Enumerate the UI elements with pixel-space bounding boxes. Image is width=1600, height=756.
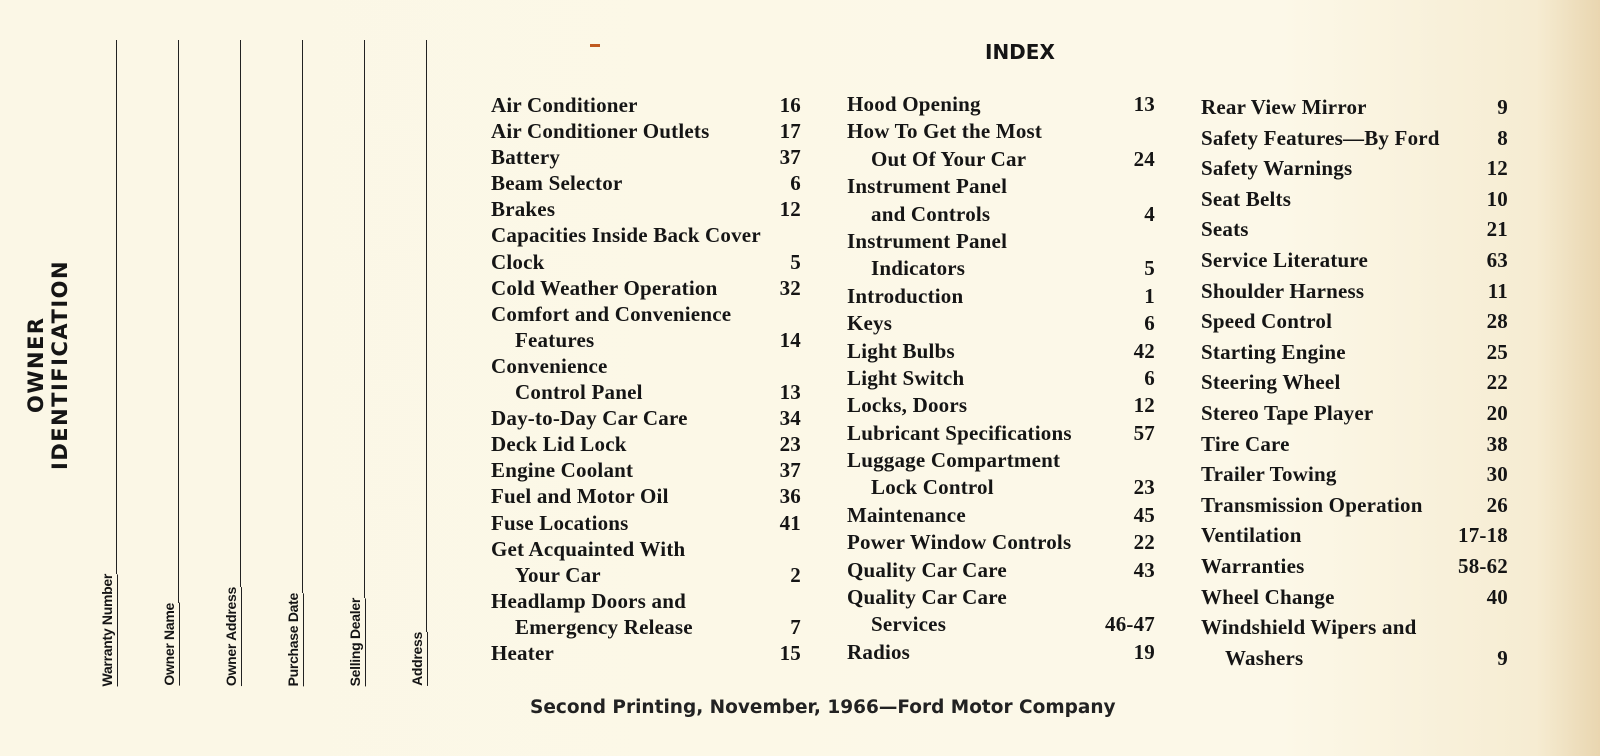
entry-label: Rear View Mirror [1201, 95, 1367, 119]
entry-label: Services [871, 612, 947, 637]
entry-label: Wheel Change [1201, 584, 1335, 609]
entry-label: Seat Belts [1201, 186, 1292, 211]
printing-footer: Second Printing, November, 1966—Ford Motor Company [530, 697, 1116, 718]
entry-label: Control Panel [515, 380, 643, 405]
index-entry [1201, 156, 1508, 187]
entry-label: Safety Warnings [1201, 156, 1353, 181]
entry-page: 28 [1486, 309, 1508, 334]
field-label: Warranty Number [99, 574, 118, 686]
entry-label: Tire Care [1201, 431, 1290, 456]
index-entry [847, 558, 1155, 585]
entry-label: Air Conditioner [491, 93, 638, 117]
index-entry [1201, 493, 1508, 524]
index-entry [1201, 217, 1508, 248]
index-entry [847, 503, 1155, 530]
entry-page: 38 [1486, 431, 1508, 456]
field-label: Purchase Date [285, 593, 304, 686]
entry-page: 13 [1133, 92, 1155, 116]
entry-page: 36 [779, 484, 801, 509]
owner-field[interactable] [97, 40, 117, 686]
index-entry [1201, 126, 1508, 157]
entry-label: Introduction [847, 283, 964, 308]
index-entry [847, 421, 1155, 448]
entry-label: Radios [847, 639, 911, 664]
index-entry [491, 171, 801, 197]
entry-label: Luggage Compartment [847, 448, 1061, 473]
entry-label: Light Switch [847, 365, 965, 390]
index-entry [491, 197, 801, 223]
write-line[interactable] [364, 40, 365, 598]
field-label: Owner Address [223, 587, 242, 686]
entry-label: Starting Engine [1201, 339, 1346, 364]
index-entry [847, 640, 1155, 667]
entry-label: Headlamp Doors and [491, 588, 686, 613]
index-entry [1201, 279, 1508, 310]
entry-page: 5 [1144, 256, 1155, 281]
index-entry [491, 223, 801, 249]
index-entry [491, 276, 801, 302]
index-entry [491, 641, 801, 667]
entry-label: Ventilation [1201, 523, 1302, 548]
entry-label: Speed Control [1201, 309, 1333, 334]
entry-page: 23 [1133, 475, 1155, 500]
index-entry [491, 458, 801, 484]
entry-label: Fuse Locations [491, 510, 629, 535]
entry-label: Transmission Operation [1201, 492, 1423, 517]
index-entry [847, 229, 1155, 284]
index-entry [1201, 432, 1508, 463]
entry-label: Capacities Inside Back Cover [491, 223, 761, 248]
owner-field[interactable] [407, 40, 427, 686]
entry-label: Engine Coolant [491, 458, 634, 483]
index-entry [491, 302, 801, 354]
index-entry [1201, 585, 1508, 616]
entry-label: Instrument Panel [847, 228, 1008, 253]
entry-label: Service Literature [1201, 247, 1369, 272]
print-mark [590, 44, 600, 47]
entry-label: Maintenance [847, 502, 966, 527]
entry-page: 6 [790, 171, 801, 196]
entry-label: Brakes [491, 197, 556, 222]
entry-page: 37 [779, 145, 801, 170]
owner-field[interactable] [345, 40, 365, 686]
entry-label: Heater [491, 640, 554, 665]
entry-page: 42 [1133, 338, 1155, 363]
index-entry [847, 366, 1155, 393]
index-title: INDEX [985, 40, 1055, 64]
entry-page: 25 [1486, 339, 1508, 364]
entry-page: 9 [1497, 645, 1508, 670]
entry-page: 34 [779, 406, 801, 431]
index-entry [847, 393, 1155, 420]
index-entry [491, 354, 801, 406]
owner-field[interactable] [159, 40, 179, 686]
entry-label: Emergency Release [515, 614, 693, 639]
entry-page: 13 [779, 380, 801, 405]
index-entry [1201, 523, 1508, 554]
index-entry [491, 537, 801, 589]
index-entry [491, 145, 801, 171]
entry-label: Clock [491, 249, 545, 274]
index-entry [847, 530, 1155, 557]
owner-field[interactable] [221, 40, 241, 686]
entry-page: 10 [1486, 186, 1508, 211]
entry-label: Indicators [871, 256, 966, 281]
entry-label: Washers [1225, 645, 1304, 670]
index-column-2 [847, 92, 1155, 667]
entry-page: 23 [779, 432, 801, 457]
entry-label: Battery [491, 145, 561, 170]
index-column-3 [1201, 95, 1508, 676]
entry-page: 6 [1144, 311, 1155, 336]
index-entry [847, 448, 1155, 503]
index-entry [491, 119, 801, 145]
entry-label: Fuel and Motor Oil [491, 484, 669, 509]
entry-label: Lock Control [871, 475, 994, 500]
entry-page: 11 [1487, 278, 1508, 303]
entry-page: 4 [1144, 201, 1155, 226]
owner-field[interactable] [283, 40, 303, 686]
index-entry [1201, 309, 1508, 340]
entry-label: and Controls [871, 201, 991, 226]
entry-label: Power Window Controls [847, 530, 1072, 555]
entry-label: Quality Car Care [847, 585, 1007, 610]
write-line[interactable] [240, 40, 241, 587]
entry-page: 16 [779, 93, 801, 117]
entry-label: Beam Selector [491, 171, 623, 196]
entry-label: Quality Car Care [847, 557, 1007, 582]
entry-page: 22 [1486, 370, 1508, 395]
index-entry [1201, 554, 1508, 585]
entry-label: Seats [1201, 217, 1249, 242]
entry-page: 14 [779, 327, 801, 352]
entry-page: 15 [779, 640, 801, 665]
entry-label: Stereo Tape Player [1201, 400, 1374, 425]
entry-page: 37 [779, 458, 801, 483]
index-entry [491, 432, 801, 458]
field-label: Address [409, 632, 428, 686]
entry-label: Convenience [491, 353, 608, 378]
index-column-1 [491, 93, 801, 667]
entry-page: 26 [1486, 492, 1508, 517]
entry-label: Shoulder Harness [1201, 278, 1365, 303]
entry-page: 19 [1133, 639, 1155, 664]
entry-label: Windshield Wipers and [1201, 615, 1417, 640]
write-line[interactable] [426, 40, 427, 632]
entry-page: 63 [1486, 247, 1508, 272]
index-entry [847, 119, 1155, 174]
write-line[interactable] [302, 40, 303, 593]
entry-label: Light Bulbs [847, 338, 955, 363]
index-entry [491, 484, 801, 510]
entry-page: 12 [1133, 393, 1155, 418]
index-entry [491, 406, 801, 432]
entry-page: 32 [779, 275, 801, 300]
entry-page: 45 [1133, 502, 1155, 527]
entry-page: 41 [779, 510, 801, 535]
index-entry [491, 589, 801, 641]
entry-page: 7 [790, 614, 801, 639]
write-line[interactable] [116, 40, 117, 574]
entry-page: 12 [779, 197, 801, 222]
entry-page: 22 [1133, 530, 1155, 555]
entry-page: 1 [1144, 283, 1155, 308]
index-entry [1201, 401, 1508, 432]
entry-page: 57 [1133, 420, 1155, 445]
entry-page: 46-47 [1105, 612, 1155, 637]
entry-label: Cold Weather Operation [491, 275, 718, 300]
index-entry [491, 511, 801, 537]
entry-label: Out Of Your Car [871, 146, 1027, 171]
index-entry [491, 93, 801, 119]
owner-identification-title: OWNER IDENTIFICATION [24, 259, 72, 471]
index-entry [847, 284, 1155, 311]
index-entry [1201, 462, 1508, 493]
entry-label: Day-to-Day Car Care [491, 406, 688, 431]
index-entry [1201, 248, 1508, 279]
entry-page: 24 [1133, 146, 1155, 171]
entry-page: 17 [779, 119, 801, 144]
entry-page: 17-18 [1458, 523, 1508, 548]
entry-page: 8 [1497, 125, 1508, 150]
entry-page: 12 [1486, 156, 1508, 181]
entry-page: 30 [1486, 462, 1508, 487]
entry-label: Keys [847, 311, 893, 336]
entry-label: Your Car [515, 562, 601, 587]
entry-page: 2 [790, 562, 801, 587]
index-entry [1201, 340, 1508, 371]
entry-label: How To Get the Most [847, 119, 1043, 144]
entry-page: 5 [790, 249, 801, 274]
entry-page: 20 [1486, 400, 1508, 425]
index-entry [847, 585, 1155, 640]
field-label: Owner Name [161, 603, 180, 686]
index-entry [1201, 370, 1508, 401]
entry-page: 9 [1497, 95, 1508, 119]
entry-label: Air Conditioner Outlets [491, 119, 710, 144]
index-entry [847, 174, 1155, 229]
index-entry [491, 250, 801, 276]
write-line[interactable] [178, 40, 179, 603]
entry-label: Instrument Panel [847, 174, 1008, 199]
entry-label: Warranties [1201, 553, 1305, 578]
entry-label: Steering Wheel [1201, 370, 1341, 395]
index-entry [1201, 95, 1508, 126]
index-entry [847, 92, 1155, 119]
entry-page: 43 [1133, 557, 1155, 582]
entry-page: 21 [1486, 217, 1508, 242]
entry-label: Comfort and Convenience [491, 301, 732, 326]
entry-label: Get Acquainted With [491, 536, 686, 561]
index-entry [1201, 615, 1508, 676]
entry-label: Features [515, 327, 595, 352]
index-entry [847, 311, 1155, 338]
entry-label: Trailer Towing [1201, 462, 1337, 487]
entry-page: 40 [1486, 584, 1508, 609]
index-entry [847, 339, 1155, 366]
entry-label: Locks, Doors [847, 393, 968, 418]
entry-page: 58-62 [1458, 553, 1508, 578]
entry-label: Lubricant Specifications [847, 420, 1072, 445]
index-entry [1201, 187, 1508, 218]
entry-label: Deck Lid Lock [491, 432, 627, 457]
entry-page: 6 [1144, 365, 1155, 390]
entry-label: Safety Features—By Ford [1201, 125, 1440, 150]
field-label: Selling Dealer [347, 598, 366, 686]
entry-label: Hood Opening [847, 92, 981, 116]
